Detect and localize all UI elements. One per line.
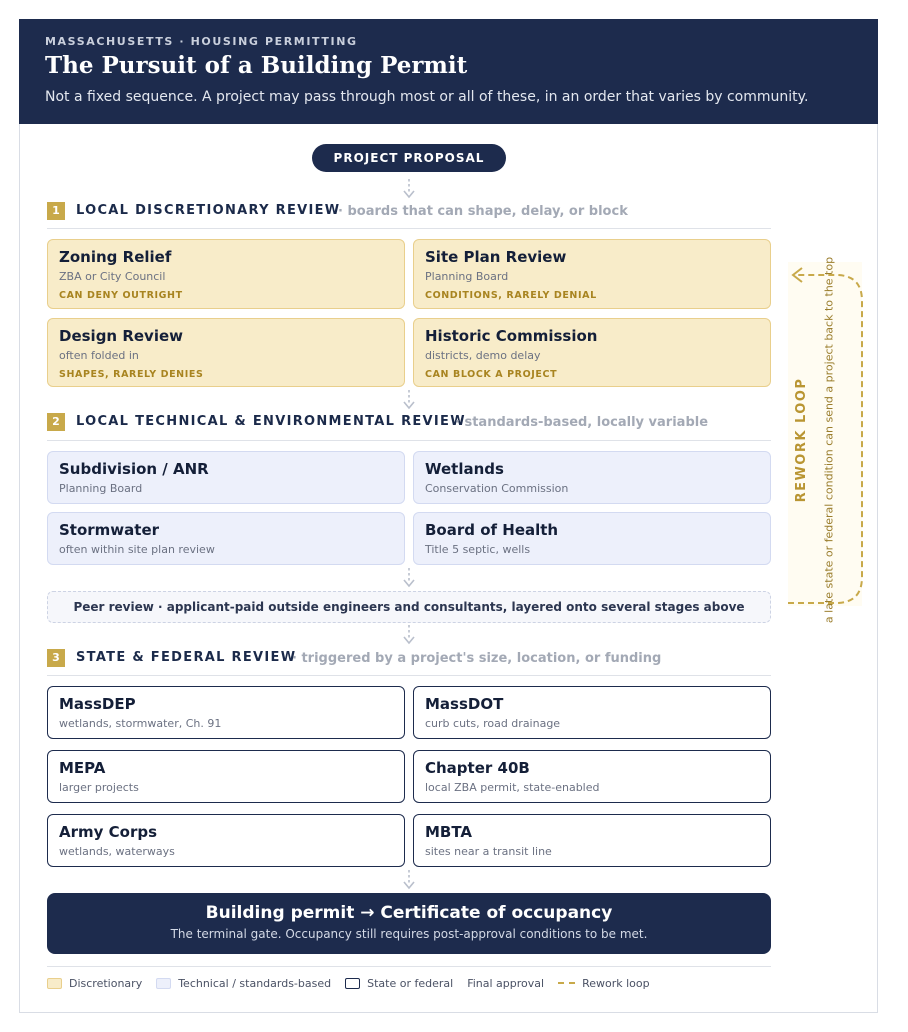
- eyebrow: MASSACHUSETTS · HOUSING PERMITTING: [45, 35, 358, 48]
- card-subdivision-anr: [47, 451, 405, 504]
- card-stormwater: [47, 512, 405, 565]
- divider: [47, 228, 771, 229]
- final-subtitle: The terminal gate. Occupancy still requires post-approval conditions to be met.: [170, 927, 648, 941]
- section-title: LOCAL DISCRETIONARY REVIEW: [76, 203, 341, 218]
- card-title: MEPA: [59, 759, 106, 777]
- card-title: MassDEP: [59, 695, 136, 713]
- divider: [47, 440, 771, 441]
- card-subtitle: sites near a transit line: [425, 845, 552, 858]
- card-subtitle: Planning Board: [425, 270, 509, 283]
- card-chapter-40b: [413, 750, 771, 803]
- rework-loop-label: REWORK LOOP: [794, 377, 809, 503]
- card-army-corps: [47, 814, 405, 867]
- card-title: Site Plan Review: [425, 248, 567, 266]
- divider: [47, 966, 771, 967]
- card-subtitle: ZBA or City Council: [59, 270, 166, 283]
- section-note: · triggered by a project's size, location, or funding: [292, 651, 662, 666]
- swatch-icon: [345, 978, 360, 989]
- card-subtitle: districts, demo delay: [425, 349, 541, 362]
- page-title: The Pursuit of a Building Permit: [45, 52, 468, 79]
- card-zoning-relief: [47, 239, 405, 309]
- section-number-badge: 3: [47, 649, 65, 667]
- dashed-line-icon: [558, 982, 575, 984]
- card-title: Army Corps: [59, 823, 158, 841]
- card-title: Chapter 40B: [425, 759, 530, 777]
- card-subtitle: wetlands, stormwater, Ch. 91: [59, 717, 222, 730]
- card-title: Wetlands: [425, 460, 504, 478]
- card-title: MBTA: [425, 823, 473, 841]
- card-tag: CONDITIONS, RARELY DENIAL: [425, 290, 597, 301]
- card-subtitle: wetlands, waterways: [59, 845, 175, 858]
- swatch-icon: [47, 978, 62, 989]
- card-design-review: [47, 318, 405, 387]
- section-note: · standards-based, locally variable: [455, 415, 709, 430]
- card-mbta: [413, 814, 771, 867]
- flow-arrow-icon: [401, 389, 417, 411]
- final-title: Building permit → Certificate of occupancy: [205, 903, 613, 923]
- card-title: Zoning Relief: [59, 248, 172, 266]
- card-massdep: [47, 686, 405, 739]
- card-site-plan-review: [413, 239, 771, 309]
- section-note: · boards that can shape, delay, or block: [338, 204, 628, 219]
- card-tag: CAN DENY OUTRIGHT: [59, 290, 183, 301]
- start-node-project-proposal: PROJECT PROPOSAL: [312, 144, 506, 172]
- card-wetlands: [413, 451, 771, 504]
- flow-arrow-icon: [401, 869, 417, 891]
- card-subtitle: local ZBA permit, state-enabled: [425, 781, 600, 794]
- legend-item-discretionary: Discretionary: [47, 977, 142, 990]
- section-title: LOCAL TECHNICAL & ENVIRONMENTAL REVIEW: [76, 414, 466, 429]
- header-banner: [19, 19, 878, 124]
- flow-arrow-icon: [401, 567, 417, 589]
- card-massdot: [413, 686, 771, 739]
- flow-arrow-icon: [401, 178, 417, 200]
- card-subtitle: curb cuts, road drainage: [425, 717, 561, 730]
- card-tag: CAN BLOCK A PROJECT: [425, 369, 558, 380]
- legend-item-rework: Rework loop: [558, 977, 650, 990]
- section-title: STATE & FEDERAL REVIEW: [76, 650, 297, 665]
- card-subtitle: Title 5 septic, wells: [425, 543, 531, 556]
- legend-item-final: Final approval: [467, 976, 545, 990]
- divider: [47, 675, 771, 676]
- card-subtitle: often within site plan review: [59, 543, 215, 556]
- card-title: Board of Health: [425, 521, 559, 539]
- peer-review-band: Peer review · applicant-paid outside engineers and consultants, layered onto several stages above: [47, 591, 771, 623]
- legend: [47, 976, 664, 990]
- flow-arrow-icon: [401, 624, 417, 646]
- legend-item-state-federal: State or federal: [345, 977, 453, 990]
- card-historic-commission: [413, 318, 771, 387]
- card-title: MassDOT: [425, 695, 504, 713]
- section-number-badge: 2: [47, 413, 65, 431]
- legend-item-technical: Technical / standards-based: [156, 977, 331, 990]
- page-subtitle: Not a fixed sequence. A project may pass through most or all of these, in an order that varies by community.: [45, 89, 809, 105]
- card-title: Subdivision / ANR: [59, 460, 209, 478]
- card-subtitle: Planning Board: [59, 482, 143, 495]
- card-title: Historic Commission: [425, 327, 598, 345]
- swatch-icon: [156, 978, 171, 989]
- card-subtitle: often folded in: [59, 349, 139, 362]
- card-title: Design Review: [59, 327, 184, 345]
- final-approval-node: [47, 893, 771, 954]
- card-mepa: [47, 750, 405, 803]
- card-subtitle: larger projects: [59, 781, 139, 794]
- card-subtitle: Conservation Commission: [425, 482, 569, 495]
- rework-loop-note: a late state or federal condition can send a project back to the top: [822, 256, 836, 624]
- card-board-of-health: [413, 512, 771, 565]
- card-tag: SHAPES, RARELY DENIES: [59, 369, 204, 380]
- section-number-badge: 1: [47, 202, 65, 220]
- card-title: Stormwater: [59, 521, 160, 539]
